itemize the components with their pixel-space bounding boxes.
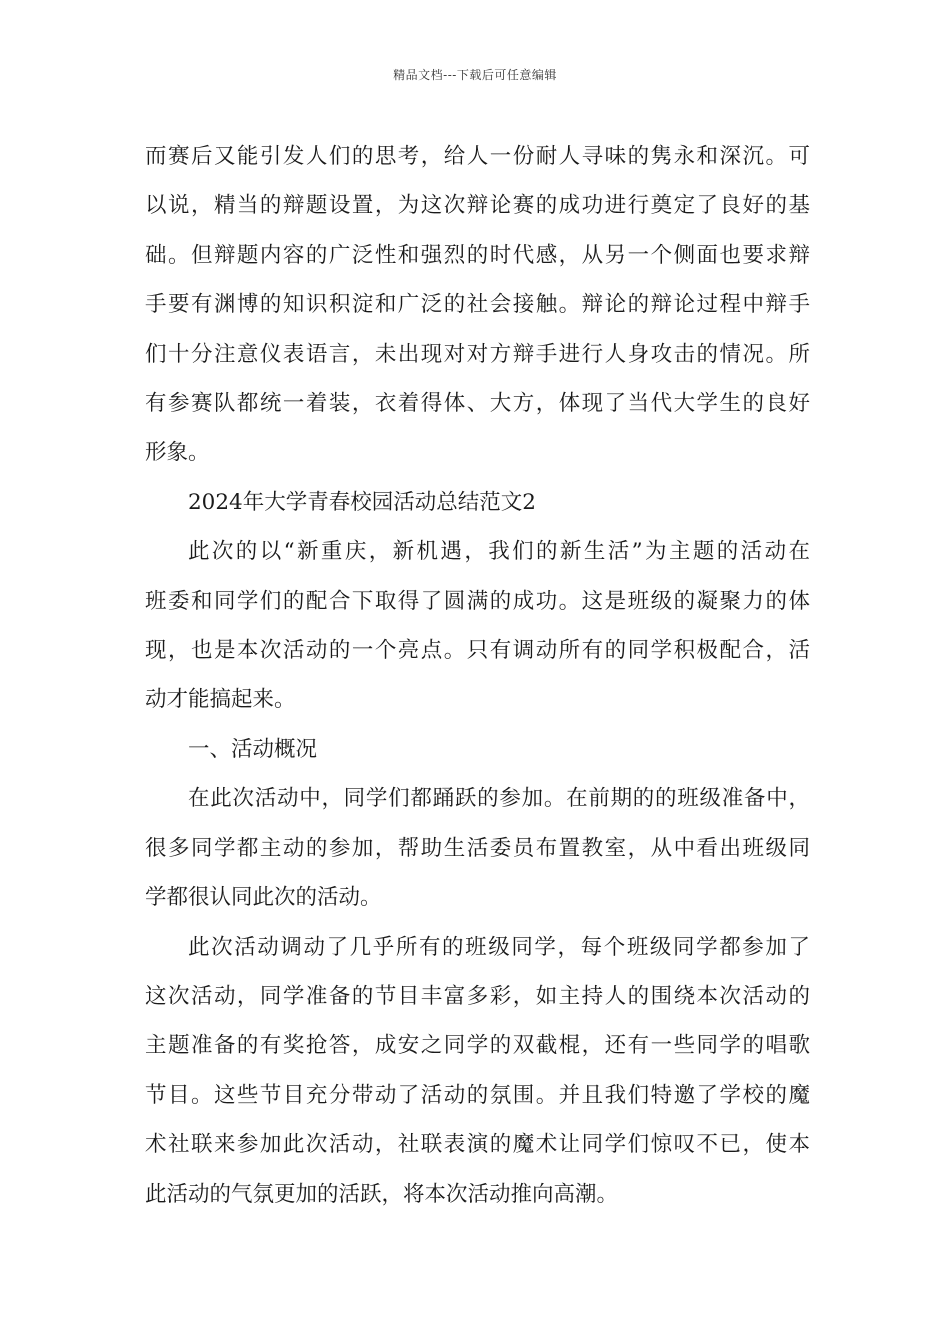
text-line: 而赛后又能引发人们的思考，给人一份耐人寻味的隽永和深沉。可: [145, 144, 810, 169]
text-line: 础。但辩题内容的广泛性和强烈的时代感，从另一个侧面也要求辩: [145, 242, 810, 268]
text-line: 很多同学都主动的参加，帮助生活委员布置教室，从中看出班级同: [145, 835, 810, 861]
text-line: 此活动的气氛更加的活跃，将本次活动推向高潮。: [145, 1181, 619, 1207]
paragraph: [145, 527, 810, 725]
text-line: 班委和同学们的配合下取得了圆满的成功。这是班级的凝聚力的体: [145, 588, 810, 614]
text-line: 在此次活动中，同学们都踊跃的参加。在前期的的班级准备中，: [188, 786, 810, 812]
text-line: 主题准备的有奖抢答，成安之同学的双截棍，还有一些同学的唱歌: [145, 1033, 810, 1059]
text-line: 有参赛队都统一着装，衣着得体、大方，体现了当代大学生的良好: [145, 391, 810, 417]
text-line: 这次活动，同学准备的节目丰富多彩，如主持人的围绕本次活动的: [145, 983, 810, 1009]
paragraph: [145, 725, 810, 774]
text-line: 一、活动概况: [188, 736, 318, 762]
text-line: 形象。: [145, 440, 210, 466]
text-line: 此次的以“新重庆，新机遇，我们的新生活”为主题的活动在: [188, 539, 810, 565]
paragraph: [145, 923, 810, 1219]
text-line: 2024年大学青春校园活动总结范文2: [188, 489, 536, 515]
paragraph: [145, 478, 810, 527]
document-body: [145, 132, 810, 1219]
text-line: 动才能搞起来。: [145, 687, 296, 713]
text-line: 们十分注意仪表语言，未出现对对方辩手进行人身攻击的情况。所: [145, 341, 810, 367]
text-line: 术社联来参加此次活动，社联表演的魔术让同学们惊叹不已，使本: [145, 1132, 810, 1158]
text-line: 此次活动调动了几乎所有的班级同学，每个班级同学都参加了: [188, 934, 810, 960]
paragraph: [145, 774, 810, 922]
page-header: 精品文档---下载后可任意编辑: [393, 68, 557, 82]
text-line: 节目。这些节目充分带动了活动的氛围。并且我们特邀了学校的魔: [145, 1082, 810, 1108]
text-line: 手要有渊博的知识积淀和广泛的社会接触。辩论的辩论过程中辩手: [145, 292, 810, 318]
text-line: 现，也是本次活动的一个亮点。只有调动所有的同学积极配合，活: [145, 638, 810, 664]
text-line: 学都很认同此次的活动。: [145, 885, 382, 911]
paragraph: [145, 132, 810, 478]
text-line: 以说，精当的辩题设置，为这次辩论赛的成功进行奠定了良好的基: [145, 193, 810, 219]
